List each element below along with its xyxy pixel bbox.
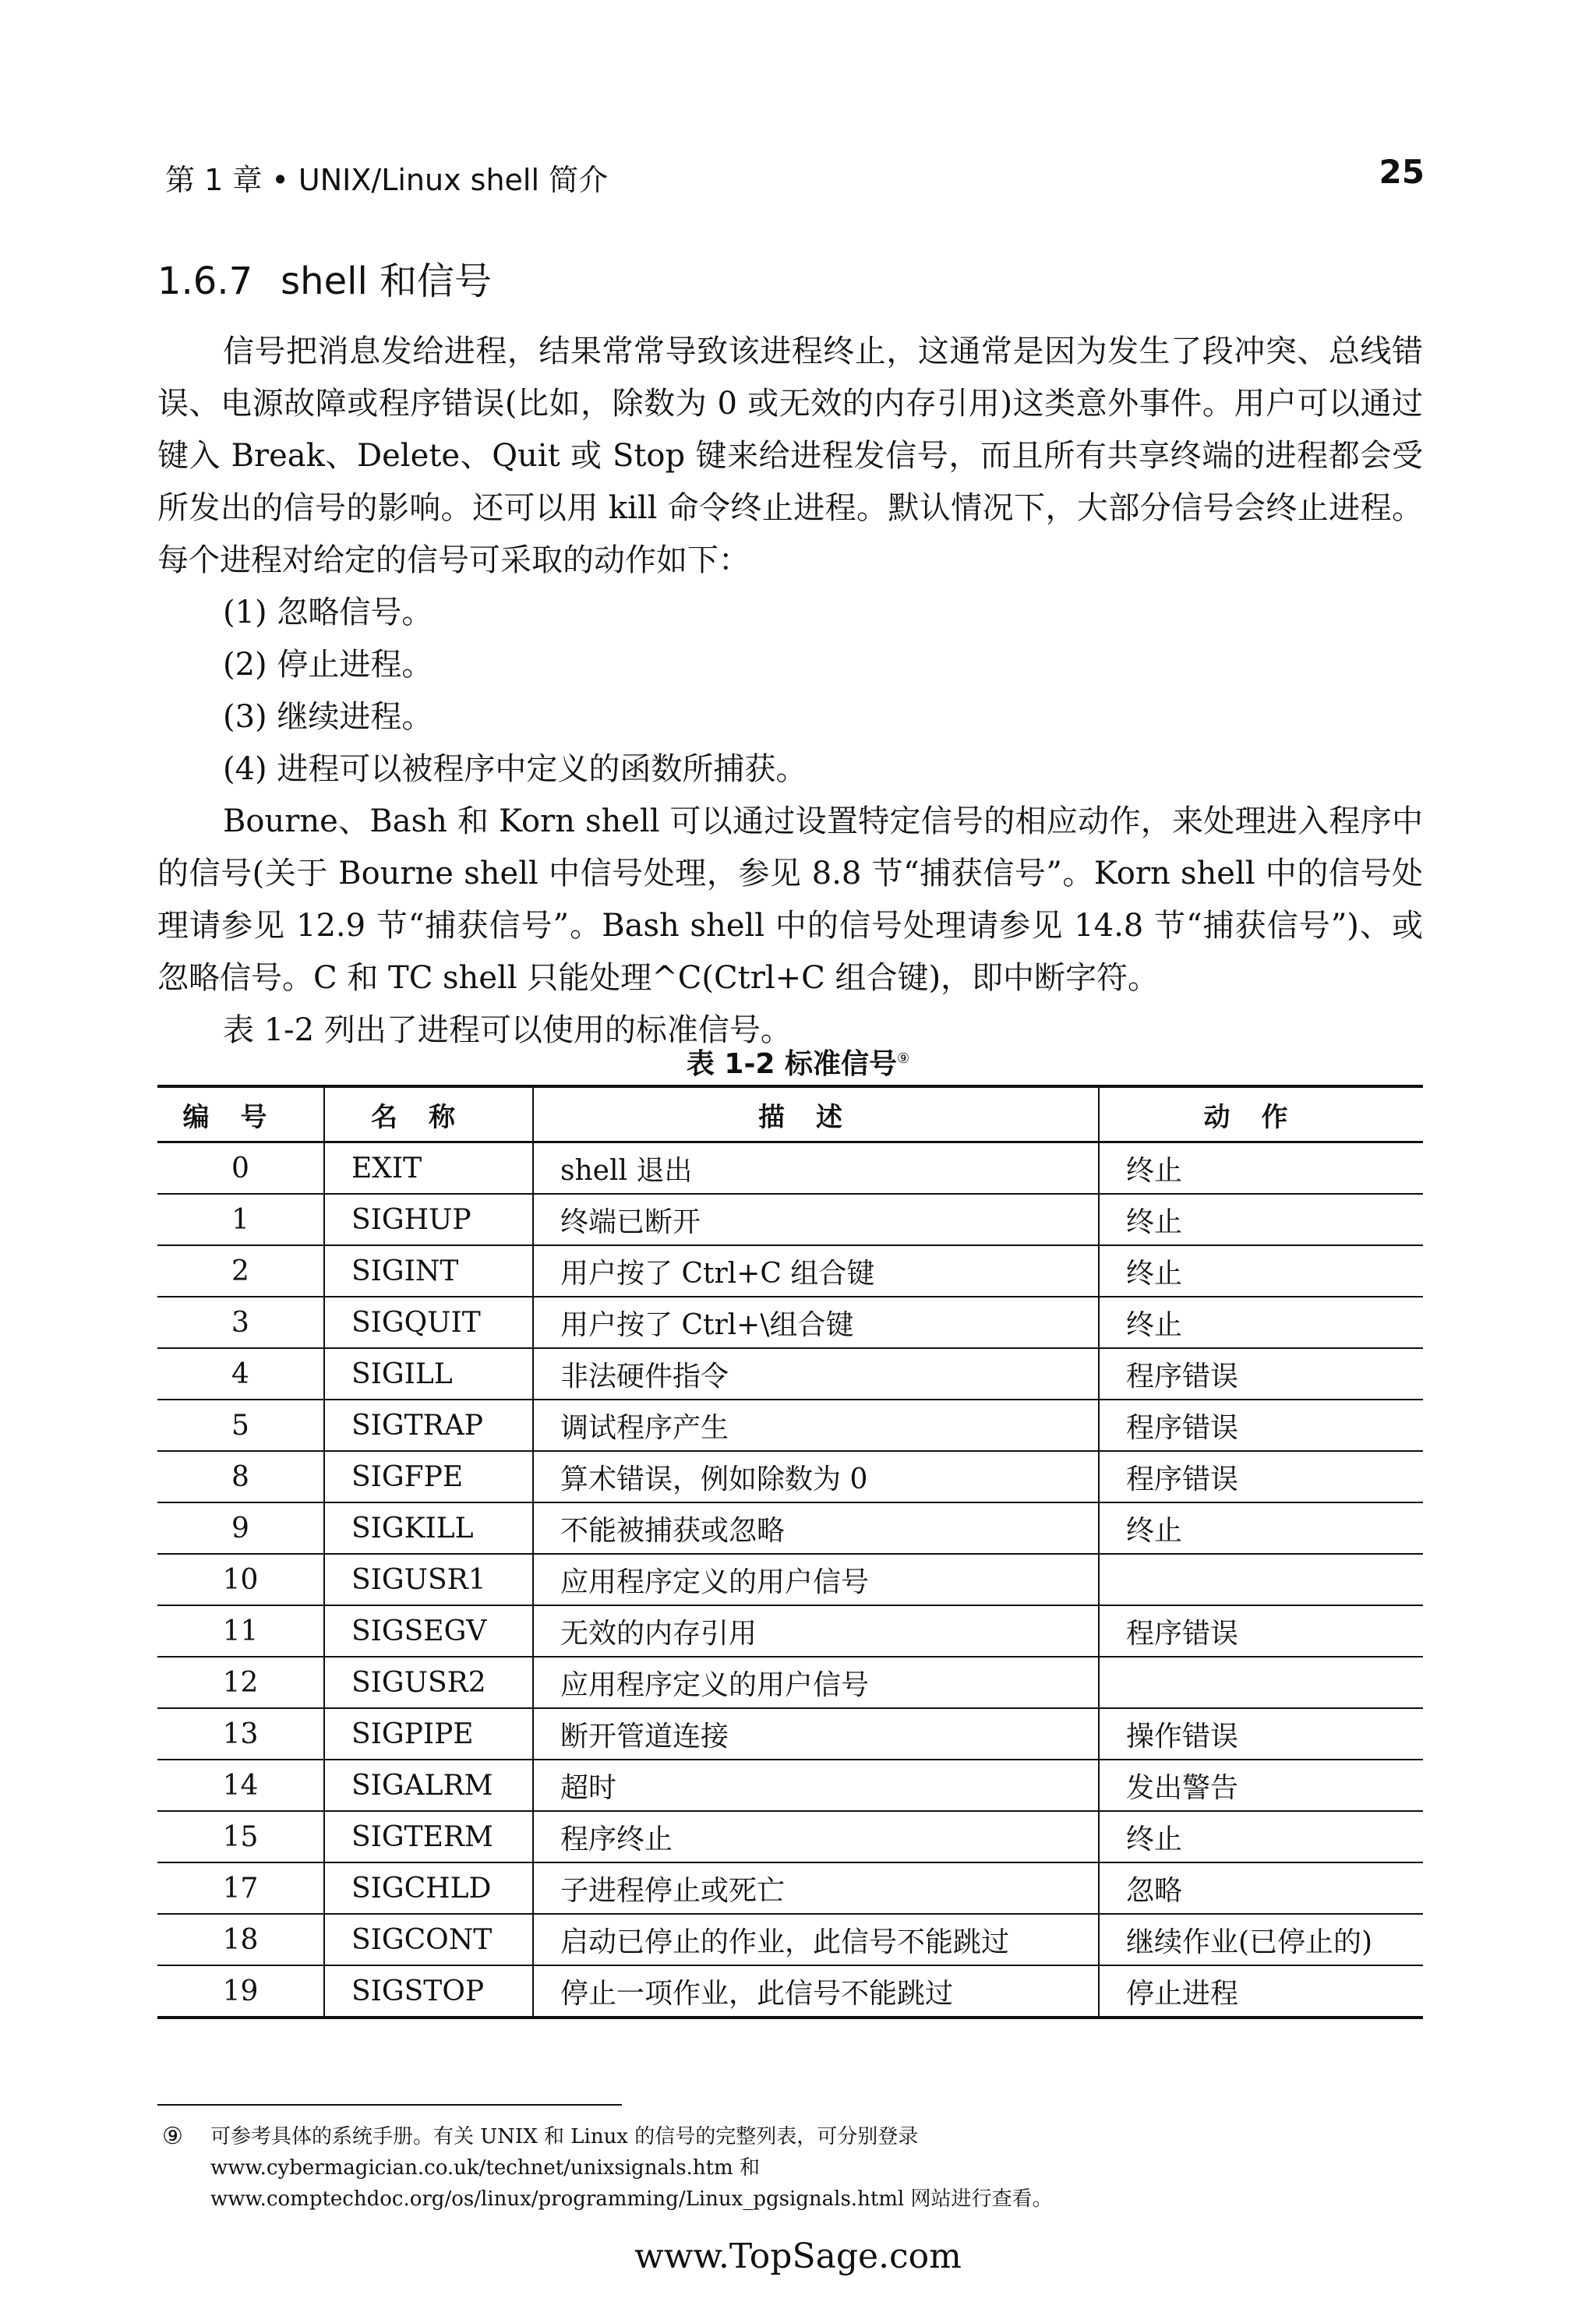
signal-number: 4 bbox=[157, 1348, 324, 1400]
signal-action: 程序错误 bbox=[1099, 1348, 1423, 1400]
table-row bbox=[157, 1297, 1423, 1348]
signal-action: 终止 bbox=[1099, 1811, 1423, 1862]
signal-action bbox=[1099, 1657, 1423, 1708]
signal-description: 子进程停止或死亡 bbox=[533, 1862, 1099, 1914]
footnote bbox=[162, 2121, 1426, 2215]
footnote-divider bbox=[157, 2104, 622, 2106]
table-body bbox=[157, 1142, 1423, 2018]
signal-description: 应用程序定义的用户信号 bbox=[533, 1657, 1099, 1708]
signal-name: SIGCONT bbox=[324, 1914, 533, 1965]
body-text-top bbox=[157, 326, 1423, 1057]
signal-description: 停止一项作业，此信号不能跳过 bbox=[533, 1965, 1099, 2018]
signal-name: SIGUSR1 bbox=[324, 1554, 533, 1605]
signal-description: 用户按了 Ctrl+C 组合键 bbox=[533, 1245, 1099, 1297]
table-row bbox=[157, 1760, 1423, 1811]
table-row bbox=[157, 1965, 1423, 2018]
table-row bbox=[157, 1502, 1423, 1554]
signal-number: 5 bbox=[157, 1400, 324, 1451]
signal-name: SIGTERM bbox=[324, 1811, 533, 1862]
column-header: 编号 bbox=[157, 1086, 324, 1142]
signal-action: 程序错误 bbox=[1099, 1451, 1423, 1502]
table-row bbox=[157, 1142, 1423, 1195]
column-header: 名称 bbox=[324, 1086, 533, 1142]
signal-name: SIGUSR2 bbox=[324, 1657, 533, 1708]
signal-name: SIGSTOP bbox=[324, 1965, 533, 2018]
signal-description: shell 退出 bbox=[533, 1142, 1099, 1195]
signal-name: SIGFPE bbox=[324, 1451, 533, 1502]
signal-description: 不能被捕获或忽略 bbox=[533, 1502, 1099, 1554]
table-row bbox=[157, 1708, 1423, 1760]
signal-action bbox=[1099, 1554, 1423, 1605]
signal-number: 3 bbox=[157, 1297, 324, 1348]
footnote-reference: ⑨ bbox=[896, 1050, 910, 1067]
signal-name: SIGHUP bbox=[324, 1194, 533, 1245]
signal-action: 程序错误 bbox=[1099, 1605, 1423, 1657]
signal-action: 忽略 bbox=[1099, 1862, 1423, 1914]
table-row bbox=[157, 1811, 1423, 1862]
signal-number: 10 bbox=[157, 1554, 324, 1605]
section-title: shell 和信号 bbox=[281, 259, 493, 303]
table-row bbox=[157, 1451, 1423, 1502]
signal-number: 11 bbox=[157, 1605, 324, 1657]
signal-number: 8 bbox=[157, 1451, 324, 1502]
signal-description: 非法硬件指令 bbox=[533, 1348, 1099, 1400]
signal-description: 无效的内存引用 bbox=[533, 1605, 1099, 1657]
running-header-chapter: 第 1 章 • UNIX/Linux shell 简介 bbox=[165, 163, 609, 197]
signal-name: SIGALRM bbox=[324, 1760, 533, 1811]
signal-description: 断开管道连接 bbox=[533, 1708, 1099, 1760]
signal-name: SIGCHLD bbox=[324, 1862, 533, 1914]
list-item: (1) 忽略信号。 bbox=[223, 595, 433, 630]
section-heading bbox=[157, 251, 492, 305]
signal-action: 操作错误 bbox=[1099, 1708, 1423, 1760]
table-caption bbox=[0, 1042, 1596, 1082]
list-item: (3) 继续进程。 bbox=[223, 699, 433, 735]
signal-name: SIGSEGV bbox=[324, 1605, 533, 1657]
paragraph: 信号把消息发给进程，结果常常导致该进程终止，这通常是因为发生了段冲突、总线错误、电源故障或程序错误(比如，除数为 0 或无效的内存引用)这类意外事件。用户可以通过键入 Break、Delete、Quit 或 Stop 键来给进程发信号，而且所有共享终端的进程都会受所发出的信号的影响。还可以用 kill 命令终止进程。默认情况下，大部分信号会终止进程。每个进程对给定的信号可采取的动作如下： bbox=[157, 334, 1423, 578]
table-row bbox=[157, 1400, 1423, 1451]
watermark-site: www.TopSage.com bbox=[634, 2237, 962, 2276]
table-row bbox=[157, 1657, 1423, 1708]
table-header-row bbox=[157, 1086, 1423, 1142]
signal-number: 15 bbox=[157, 1811, 324, 1862]
signal-name: EXIT bbox=[324, 1142, 533, 1195]
signal-name: SIGILL bbox=[324, 1348, 533, 1400]
signal-name: SIGPIPE bbox=[324, 1708, 533, 1760]
signal-action: 终止 bbox=[1099, 1194, 1423, 1245]
paragraph: Bourne、Bash 和 Korn shell 可以通过设置特定信号的相应动作，来处理进入程序中的信号(关于 Bourne shell 中信号处理，参见 8.8 节“捕获信号”。Korn shell 中的信号处理请参见 12.9 节“捕获信号”。Bash shell 中的信号处理请参见 14.8 节“捕获信号”)、或忽略信号。C 和 TC shell 只能处理^C(Ctrl+C 组合键)，即中断字符。 bbox=[157, 803, 1423, 996]
signal-description: 启动已停止的作业，此信号不能跳过 bbox=[533, 1914, 1099, 1965]
table-caption-text: 表 1-2 标准信号 bbox=[686, 1048, 897, 1080]
table-row bbox=[157, 1862, 1423, 1914]
table-row bbox=[157, 1245, 1423, 1297]
signal-action: 终止 bbox=[1099, 1502, 1423, 1554]
signal-number: 17 bbox=[157, 1862, 324, 1914]
signal-number: 1 bbox=[157, 1194, 324, 1245]
column-header: 动作 bbox=[1099, 1086, 1423, 1142]
signal-number: 12 bbox=[157, 1657, 324, 1708]
list-item: (2) 停止进程。 bbox=[223, 647, 433, 683]
signal-action: 继续作业(已停止的) bbox=[1099, 1914, 1423, 1965]
signal-number: 14 bbox=[157, 1760, 324, 1811]
table-row bbox=[157, 1348, 1423, 1400]
signal-number: 0 bbox=[157, 1142, 324, 1195]
signal-description: 算术错误，例如除数为 0 bbox=[533, 1451, 1099, 1502]
signal-number: 19 bbox=[157, 1965, 324, 2018]
paragraph: 表 1-2 列出了进程可以使用的标准信号。 bbox=[223, 1012, 792, 1048]
signal-description: 程序终止 bbox=[533, 1811, 1099, 1862]
signal-action: 程序错误 bbox=[1099, 1400, 1423, 1451]
signal-name: SIGINT bbox=[324, 1245, 533, 1297]
signal-number: 9 bbox=[157, 1502, 324, 1554]
table-row bbox=[157, 1914, 1423, 1965]
signal-name: SIGTRAP bbox=[324, 1400, 533, 1451]
signal-description: 用户按了 Ctrl+\组合键 bbox=[533, 1297, 1099, 1348]
signal-action: 终止 bbox=[1099, 1142, 1423, 1195]
signal-action: 终止 bbox=[1099, 1245, 1423, 1297]
footnote-text: 可参考具体的系统手册。有关 UNIX 和 Linux 的信号的完整列表，可分别登录 www.cybermagician.co.uk/technet/unixsignals.htm 和 www.comptechdoc.org/os/linux/programming/Linux_pgsignals.html 网站进行查看。 bbox=[210, 2125, 1053, 2211]
actions-list bbox=[157, 587, 1423, 796]
signal-action: 终止 bbox=[1099, 1297, 1423, 1348]
signal-number: 18 bbox=[157, 1914, 324, 1965]
signals-table bbox=[157, 1085, 1423, 2019]
signal-description: 超时 bbox=[533, 1760, 1099, 1811]
signal-description: 调试程序产生 bbox=[533, 1400, 1099, 1451]
section-number: 1.6.7 bbox=[157, 259, 253, 303]
signal-description: 终端已断开 bbox=[533, 1194, 1099, 1245]
table-row bbox=[157, 1605, 1423, 1657]
signal-action: 发出警告 bbox=[1099, 1760, 1423, 1811]
footnote-mark: ⑨ bbox=[162, 2123, 183, 2150]
signal-name: SIGQUIT bbox=[324, 1297, 533, 1348]
table-row bbox=[157, 1194, 1423, 1245]
signal-number: 13 bbox=[157, 1708, 324, 1760]
signal-description: 应用程序定义的用户信号 bbox=[533, 1554, 1099, 1605]
list-item: (4) 进程可以被程序中定义的函数所捕获。 bbox=[223, 751, 807, 787]
column-header: 描述 bbox=[533, 1086, 1099, 1142]
table-row bbox=[157, 1554, 1423, 1605]
signal-action: 停止进程 bbox=[1099, 1965, 1423, 2018]
page-number: 25 bbox=[1379, 153, 1425, 191]
signal-number: 2 bbox=[157, 1245, 324, 1297]
signal-name: SIGKILL bbox=[324, 1502, 533, 1554]
